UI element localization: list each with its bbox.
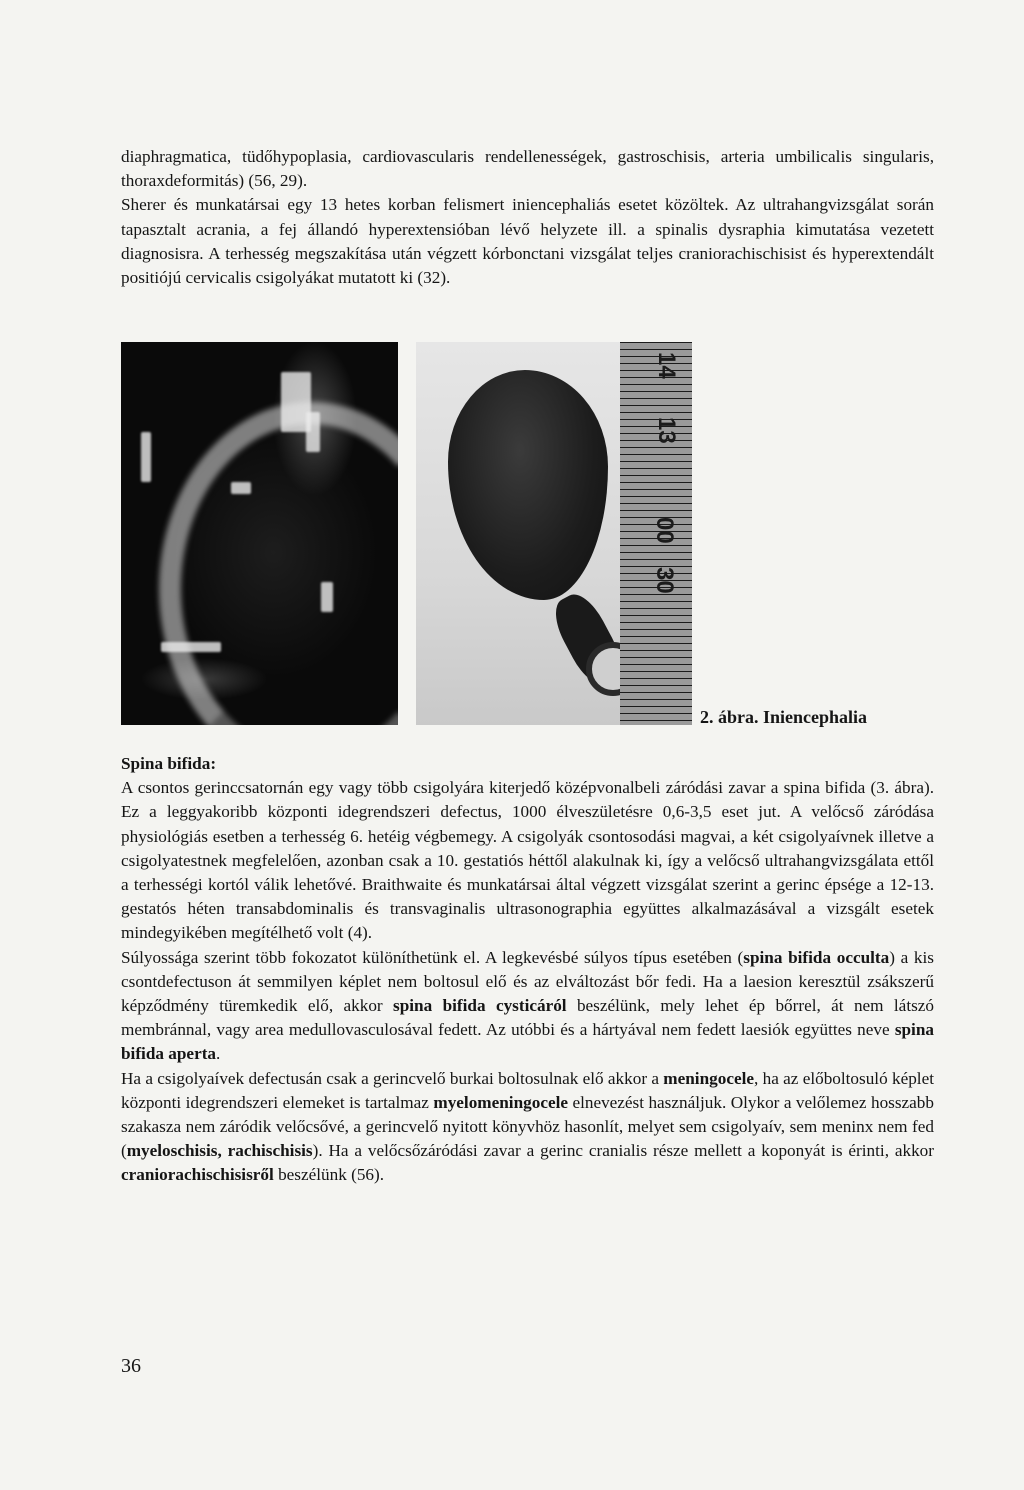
ruler-label: 30 xyxy=(651,567,678,594)
section-paragraph-2: Súlyossága szerint több fokozatot különíthetünk el. A legkevésbé súlyos típus esetében (spina bifida occulta) a kis csontdefectuson át semmilyen képlet nem boltosul elő és az elváltozást bőr fedi. Ha a laesion keresztül zsákszerű képződmény türemkedik elő, akkor spina bifida cysticáról beszélünk, mely lehet ép bőrrel, át nem látszó membránnal, vagy area medullovasculosával fedett. Az utóbbi és a hártyával nem fedett laesiók együttes neve spina bifida aperta. xyxy=(121,947,935,1064)
ultrasound-image xyxy=(121,342,398,725)
section-paragraph-1: A csontos gerinccsatornán egy vagy több csigolyára kiterjedő középvonalbeli záródási zavar a spina bifida (3. ábra). Ez a leggyakoribb központi idegrendszeri defectus, 1000 élveszületésre 0,6-3,5 eset jut. A velőcső záródása physiológiás esetben a terhesség 6. hetéig végbemegy. A csigolyák csontosodási magvai, a két csigolyaívnek illetve a csigolyatestnek megfelelően, azonban csak a 10. gestatiós héttől alakulnak ki, így a velőcső ultrahangvizsgálata ettől a terhességi kortól válik lehetővé. Braithwaite és munkatársai által végzett vizsgálat szerint a gerinc épsége a 12-13. gestatós héten transabdominalis és transvaginalis ultrasonographia együttes alkalmazásával a vizsgált esetek mindegyikében megítélhető volt (4). xyxy=(121,778,934,943)
ruler-label: 13 xyxy=(653,417,680,444)
specimen-photo xyxy=(416,342,692,725)
spina-bifida-section xyxy=(121,752,934,1188)
ruler-label: 00 xyxy=(651,517,678,544)
intro-paragraph-2: Sherer és munkatársai egy 13 hetes korban felismert iniencephaliás esetet közöltek. Az ultrahangvizsgálat során tapasztalt acrania, a fej állandó hyperextensióban lévő helyzete ill. a spinalis dysraphia kimutatása vezetett diagnosisra. A terhesség megszakítása után végzett kórbonctani vizsgálat teljes craniorachischisist és hyperextendált positiójú cervicalis csigolyákat mutatott ki (32). xyxy=(121,195,934,288)
figure-caption: 2. ábra. Iniencephalia xyxy=(700,707,868,727)
page-number: 36 xyxy=(121,1355,141,1377)
section-paragraph-3: Ha a csigolyaívek defectusán csak a gerincvelő burkai boltosulnak elő akkor a meningocele, ha az előboltosuló képlet központi idegrendszeri elemeket is tartalmaz myelomeningocele elnevezést használjuk. Olykor a velőlemez hosszabb szakasza nem záródik velőcsővé, a gerincvelő nyitott könyvhöz hasonlít, melyet sem csigolyaív, sem meninx nem fed (myeloschisis, rachischisis). Ha a velőcsőzáródási zavar a gerinc cranialis része mellett a koponyát is érinti, akkor craniorachischisisről beszélünk (56). xyxy=(121,1068,935,1185)
ruler xyxy=(620,342,692,725)
figure-iniencephalia xyxy=(121,342,934,727)
intro-text xyxy=(121,145,934,290)
section-heading: Spina bifida: xyxy=(121,754,217,773)
intro-paragraph-1: diaphragmatica, tüdőhypoplasia, cardiovascularis rendellenességek, gastroschisis, arteria umbilicalis singularis, thoraxdeformitás) (56, 29). xyxy=(121,147,934,191)
ruler-label: 14 xyxy=(653,352,680,379)
